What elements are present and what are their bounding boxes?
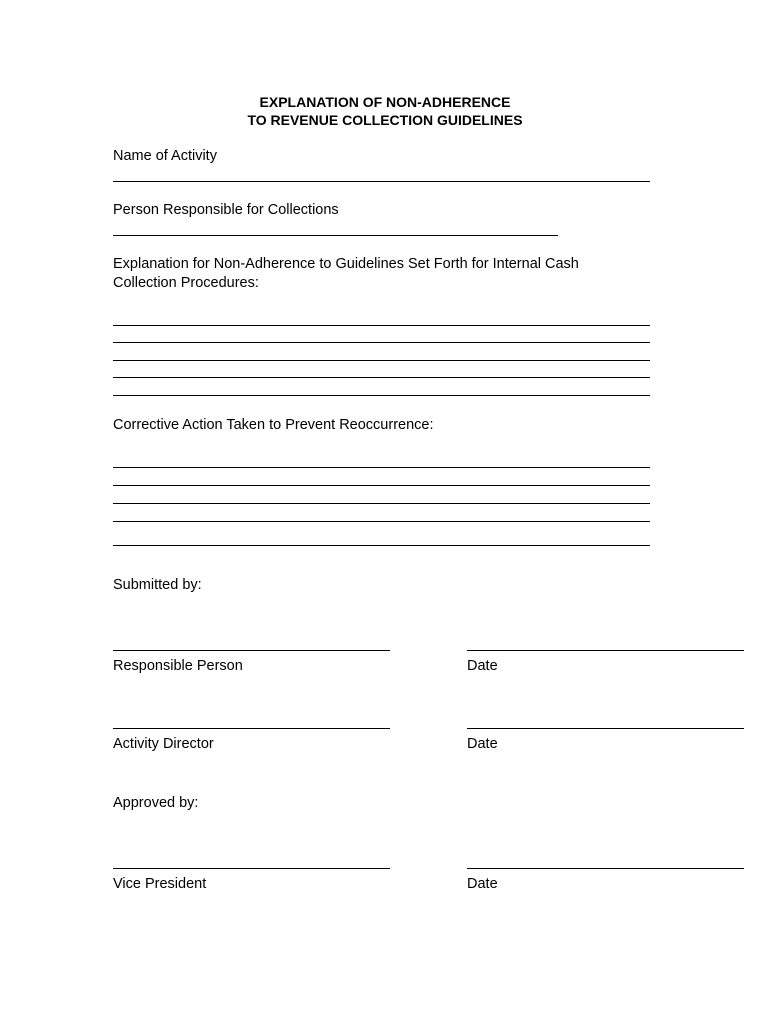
responsible-person-signature-line[interactable] <box>113 650 390 651</box>
corrective-action-label: Corrective Action Taken to Prevent Reoccurrence: <box>113 417 434 433</box>
form-title-line-2: TO REVENUE COLLECTION GUIDELINES <box>247 112 523 128</box>
responsible-person-date-label: Date <box>467 658 498 674</box>
explanation-line[interactable] <box>113 395 650 396</box>
responsible-person-label: Responsible Person <box>113 658 243 674</box>
corrective-action-line[interactable] <box>113 467 650 468</box>
submitted-by-heading: Submitted by: <box>113 577 202 593</box>
explanation-line[interactable] <box>113 342 650 343</box>
activity-director-signature-line[interactable] <box>113 728 390 729</box>
person-responsible-label: Person Responsible for Collections <box>113 202 339 218</box>
corrective-action-line[interactable] <box>113 545 650 546</box>
activity-director-date-label: Date <box>467 736 498 752</box>
activity-director-date-line[interactable] <box>467 728 744 729</box>
explanation-line[interactable] <box>113 360 650 361</box>
corrective-action-line[interactable] <box>113 503 650 504</box>
form-title-line-1: EXPLANATION OF NON-ADHERENCE <box>259 94 511 110</box>
activity-name-line[interactable] <box>113 181 650 182</box>
explanation-line[interactable] <box>113 325 650 326</box>
explanation-label-line-1: Explanation for Non-Adherence to Guidelines Set Forth for Internal Cash <box>113 256 579 272</box>
explanation-line[interactable] <box>113 377 650 378</box>
activity-director-label: Activity Director <box>113 736 214 752</box>
explanation-label-line-2: Collection Procedures: <box>113 275 259 291</box>
vice-president-date-label: Date <box>467 876 498 892</box>
vice-president-label: Vice President <box>113 876 207 892</box>
corrective-action-line[interactable] <box>113 485 650 486</box>
activity-name-label: Name of Activity <box>113 148 217 164</box>
corrective-action-line[interactable] <box>113 521 650 522</box>
approved-by-heading: Approved by: <box>113 795 199 811</box>
person-responsible-line[interactable] <box>113 235 558 236</box>
vice-president-date-line[interactable] <box>467 868 744 869</box>
vice-president-signature-line[interactable] <box>113 868 390 869</box>
responsible-person-date-line[interactable] <box>467 650 744 651</box>
